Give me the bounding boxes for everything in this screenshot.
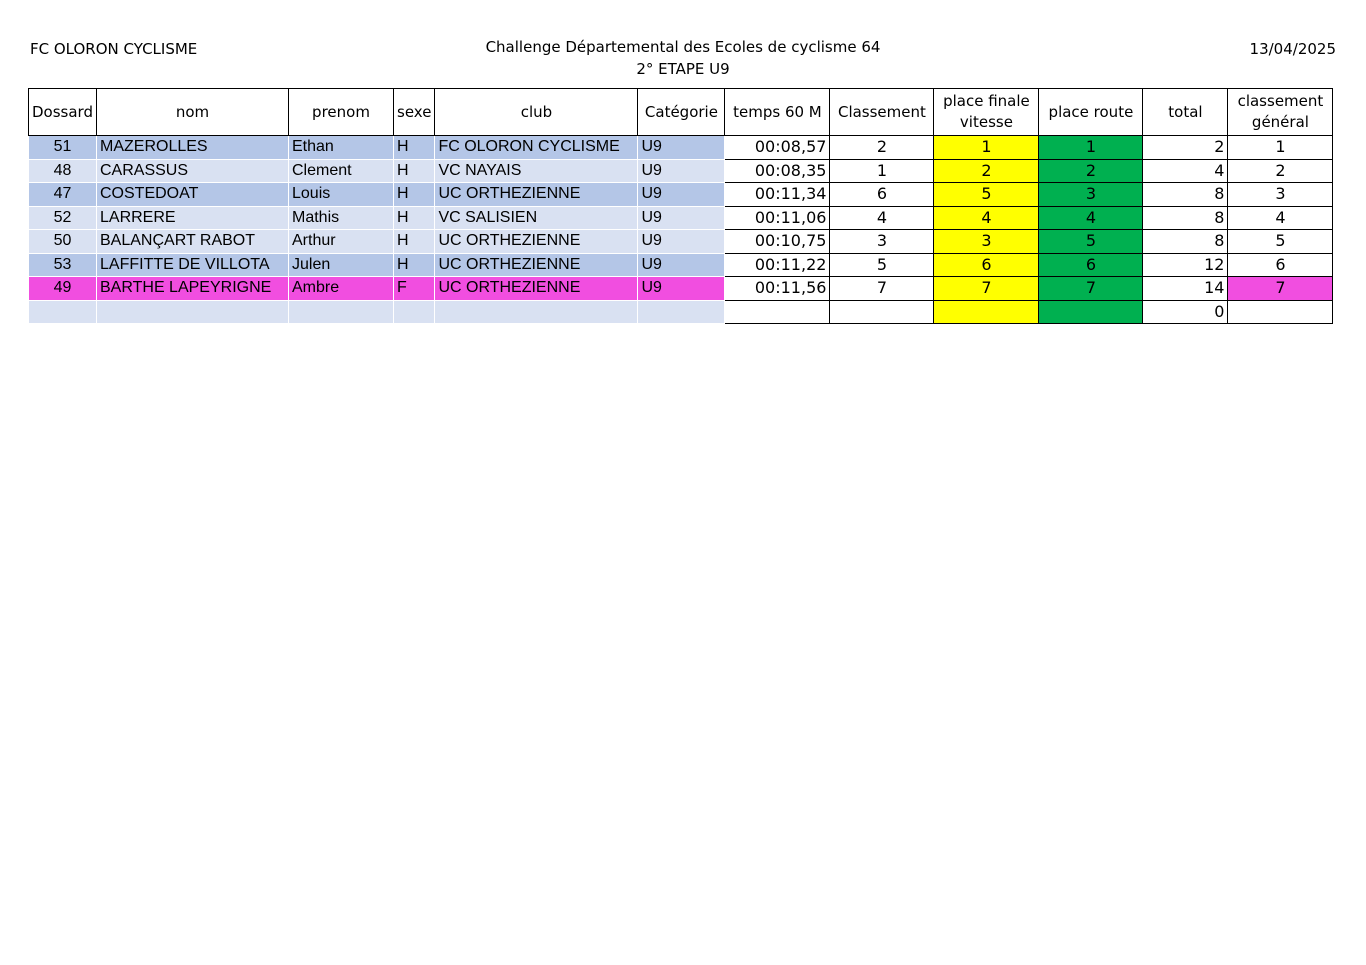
table-row — [29, 206, 1333, 230]
cell-prenom: Ambre — [289, 277, 394, 301]
cell-prenom — [289, 300, 394, 324]
cell-classement-general: 5 — [1228, 230, 1333, 254]
cell-club: UC ORTHEZIENNE — [435, 230, 638, 254]
cell-temps: 00:10,75 — [725, 230, 830, 254]
cell-total: 14 — [1143, 277, 1228, 301]
cell-dossard: 48 — [29, 159, 97, 183]
event-title — [383, 36, 983, 80]
table-row — [29, 183, 1333, 207]
col-header-place-route: place route — [1039, 89, 1143, 136]
cell-dossard: 53 — [29, 253, 97, 277]
cell-categorie: U9 — [638, 159, 725, 183]
table-row — [29, 159, 1333, 183]
cell-place-finale-vitesse: 6 — [934, 253, 1039, 277]
club-name: FC OLORON CYCLISME — [30, 40, 198, 58]
cell-nom: LARRERE — [97, 206, 289, 230]
results-table — [28, 88, 1333, 324]
cell-prenom: Mathis — [289, 206, 394, 230]
cell-place-route: 4 — [1039, 206, 1143, 230]
cell-club: UC ORTHEZIENNE — [435, 183, 638, 207]
cell-temps — [725, 300, 830, 324]
cell-prenom: Ethan — [289, 136, 394, 160]
cell-classement-general: 4 — [1228, 206, 1333, 230]
cell-dossard: 50 — [29, 230, 97, 254]
event-stage: 2° ETAPE U9 — [636, 60, 730, 78]
cell-temps: 00:11,06 — [725, 206, 830, 230]
cell-classement-general: 1 — [1228, 136, 1333, 160]
cell-total: 4 — [1143, 159, 1228, 183]
cell-club: UC ORTHEZIENNE — [435, 253, 638, 277]
cell-place-route — [1039, 300, 1143, 324]
cell-classement-general: 7 — [1228, 277, 1333, 301]
cell-sexe: F — [394, 277, 435, 301]
cell-dossard — [29, 300, 97, 324]
cell-place-route: 2 — [1039, 159, 1143, 183]
cell-club: UC ORTHEZIENNE — [435, 277, 638, 301]
cell-temps: 00:11,22 — [725, 253, 830, 277]
cell-classement: 6 — [830, 183, 934, 207]
cell-dossard: 49 — [29, 277, 97, 301]
cell-prenom: Arthur — [289, 230, 394, 254]
col-header-sexe: sexe — [394, 89, 435, 136]
cell-dossard: 47 — [29, 183, 97, 207]
cell-club: VC NAYAIS — [435, 159, 638, 183]
col-header-classement: Classement — [830, 89, 934, 136]
cell-dossard: 51 — [29, 136, 97, 160]
cell-prenom: Louis — [289, 183, 394, 207]
cell-place-finale-vitesse: 1 — [934, 136, 1039, 160]
col-header-nom: nom — [97, 89, 289, 136]
cell-place-finale-vitesse — [934, 300, 1039, 324]
cell-temps: 00:08,57 — [725, 136, 830, 160]
col-header-dossard: Dossard — [29, 89, 97, 136]
cell-classement-general: 3 — [1228, 183, 1333, 207]
cell-classement-general: 2 — [1228, 159, 1333, 183]
cell-temps: 00:08,35 — [725, 159, 830, 183]
cell-sexe: H — [394, 183, 435, 207]
cell-sexe: H — [394, 206, 435, 230]
col-header-classement-general: classement général — [1228, 89, 1333, 136]
cell-categorie: U9 — [638, 206, 725, 230]
table-row — [29, 277, 1333, 301]
event-title-line1: Challenge Départemental des Ecoles de cyclisme 64 — [485, 38, 881, 56]
cell-total: 8 — [1143, 206, 1228, 230]
cell-sexe: H — [394, 230, 435, 254]
cell-classement-general — [1228, 300, 1333, 324]
table-row — [29, 253, 1333, 277]
cell-nom: BARTHE LAPEYRIGNE — [97, 277, 289, 301]
cell-nom: BALANÇART RABOT — [97, 230, 289, 254]
col-header-categorie: Catégorie — [638, 89, 725, 136]
cell-total: 8 — [1143, 183, 1228, 207]
cell-nom: COSTEDOAT — [97, 183, 289, 207]
col-header-temps: temps 60 M — [725, 89, 830, 136]
cell-prenom: Julen — [289, 253, 394, 277]
cell-nom: LAFFITTE DE VILLOTA — [97, 253, 289, 277]
event-date: 13/04/2025 — [1249, 40, 1336, 58]
cell-place-route: 1 — [1039, 136, 1143, 160]
cell-categorie: U9 — [638, 277, 725, 301]
cell-temps: 00:11,56 — [725, 277, 830, 301]
cell-place-route: 6 — [1039, 253, 1143, 277]
table-row — [29, 136, 1333, 160]
table-row — [29, 230, 1333, 254]
col-header-club: club — [435, 89, 638, 136]
cell-total: 2 — [1143, 136, 1228, 160]
cell-club — [435, 300, 638, 324]
cell-place-finale-vitesse: 2 — [934, 159, 1039, 183]
cell-place-finale-vitesse: 4 — [934, 206, 1039, 230]
cell-classement — [830, 300, 934, 324]
cell-classement: 2 — [830, 136, 934, 160]
cell-place-route: 7 — [1039, 277, 1143, 301]
cell-categorie: U9 — [638, 136, 725, 160]
col-header-place-finale-vitesse: place finale vitesse — [934, 89, 1039, 136]
cell-total: 8 — [1143, 230, 1228, 254]
cell-nom — [97, 300, 289, 324]
cell-club: VC SALISIEN — [435, 206, 638, 230]
cell-place-finale-vitesse: 5 — [934, 183, 1039, 207]
cell-classement: 5 — [830, 253, 934, 277]
cell-place-route: 5 — [1039, 230, 1143, 254]
cell-classement: 4 — [830, 206, 934, 230]
cell-categorie: U9 — [638, 230, 725, 254]
cell-sexe — [394, 300, 435, 324]
table-row — [29, 300, 1333, 324]
cell-club: FC OLORON CYCLISME — [435, 136, 638, 160]
cell-categorie: U9 — [638, 253, 725, 277]
cell-temps: 00:11,34 — [725, 183, 830, 207]
cell-categorie — [638, 300, 725, 324]
cell-place-finale-vitesse: 7 — [934, 277, 1039, 301]
cell-classement: 1 — [830, 159, 934, 183]
col-header-prenom: prenom — [289, 89, 394, 136]
cell-total: 0 — [1143, 300, 1228, 324]
cell-sexe: H — [394, 253, 435, 277]
cell-prenom: Clement — [289, 159, 394, 183]
col-header-total: total — [1143, 89, 1228, 136]
cell-dossard: 52 — [29, 206, 97, 230]
cell-classement: 3 — [830, 230, 934, 254]
cell-place-route: 3 — [1039, 183, 1143, 207]
cell-classement: 7 — [830, 277, 934, 301]
cell-categorie: U9 — [638, 183, 725, 207]
cell-nom: MAZEROLLES — [97, 136, 289, 160]
header-row — [29, 89, 1333, 136]
cell-total: 12 — [1143, 253, 1228, 277]
cell-sexe: H — [394, 159, 435, 183]
cell-sexe: H — [394, 136, 435, 160]
cell-nom: CARASSUS — [97, 159, 289, 183]
cell-classement-general: 6 — [1228, 253, 1333, 277]
cell-place-finale-vitesse: 3 — [934, 230, 1039, 254]
